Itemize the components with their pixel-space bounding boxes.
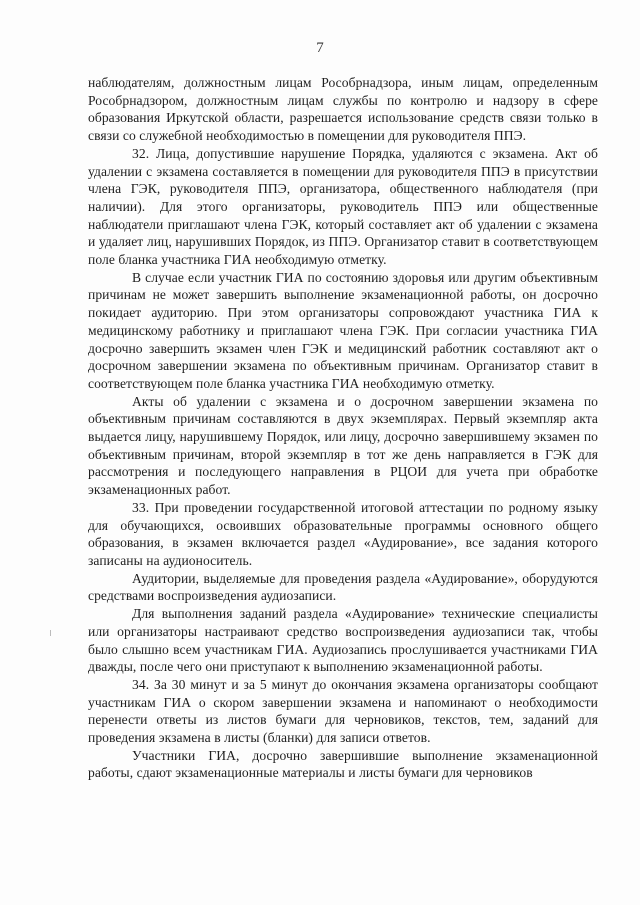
paragraph-early-submission: Участники ГИА, досрочно завершившие выполнение экзаменационной работы, сдают экзаменационные материалы и листы бумаги для черновиков	[88, 747, 598, 781]
paragraph-item-33: 33. При проведении государственной итоговой аттестации по родному языку для обучающихся, освоивших образовательные программы основного общего образования, в экзамен включается раздел «Аудирование», все задания которого записаны на аудионоситель.	[88, 499, 598, 568]
scan-margin-mark	[50, 630, 51, 636]
paragraph-listening-tasks: Для выполнения заданий раздела «Аудирование» технические специалисты или организаторы настраивают средство воспроизведения аудиозаписи так, чтобы было слышно всем участникам ГИА. Аудиозапись прослушивается участниками ГИА дважды, после чего они приступают к выполнению экзаменационной работы.	[88, 606, 598, 675]
page-number: 7	[316, 40, 324, 56]
paragraph-early-completion: В случае если участник ГИА по состоянию здоровья или другим объективным причинам не может завершить выполнение экзаменационной работы, он досрочно покидает аудиторию. При этом организаторы сопровождают участника ГИА к медицинскому работнику и приглашают члена ГЭК. При согласии участника ГИА досрочно завершить экзамен член ГЭК и медицинский работник составляют акт о досрочном завершении экзамена по объективным причинам. Организатор ставит в соответствующем поле бланка участника ГИА необходимую отметку.	[88, 269, 598, 391]
paragraph-continuation: наблюдателям, должностным лицам Рособрнадзора, иным лицам, определенным Рособрнадзором, должностным лицам службы по контролю и надзору в сфере образования Иркутской области, разрешается использование средств связи только в связи со служебной необходимостью в помещении для руководителя ППЭ.	[88, 75, 598, 144]
paragraph-item-32: 32. Лица, допустившие нарушение Порядка, удаляются с экзамена. Акт об удалении с экзамена составляется в помещении для руководителя ППЭ в присутствии члена ГЭК, руководителя ППЭ, организатора, общественного наблюдателя (при наличии). Для этого организаторы, руководитель ППЭ или общественные наблюдатели приглашают члена ГЭК, который составляет акт об удалении с экзамена и удаляет лиц, нарушивших Порядок, из ППЭ. Организатор ставит в соответствующем поле бланка участника ГИА необходимую отметку.	[88, 145, 598, 268]
paragraph-item-34: 34. За 30 минут и за 5 минут до окончания экзамена организаторы сообщают участникам ГИА о скором завершении экзамена и напоминают о необходимости перенести ответы из листов бумаги для черновиков, текстов, тем, заданий для проведения экзамена в листы (бланки) для записи ответов.	[88, 676, 598, 746]
document-body	[88, 74, 598, 782]
paragraph-acts: Акты об удалении с экзамена и о досрочном завершении экзамена по объективным причинам составляются в двух экземплярах. Первый экземпляр акта выдается лицу, нарушившему Порядок, или лицу, досрочно завершившему экзамен по объективным причинам, второй экземпляр в тот же день направляется в ГЭК для рассмотрения и последующего направления в РЦОИ для учета при обработке экзаменационных работ.	[88, 393, 598, 498]
paragraph-listening-rooms: Аудитории, выделяемые для проведения раздела «Аудирование», оборудуются средствами воспроизведения аудиозаписи.	[88, 570, 598, 604]
